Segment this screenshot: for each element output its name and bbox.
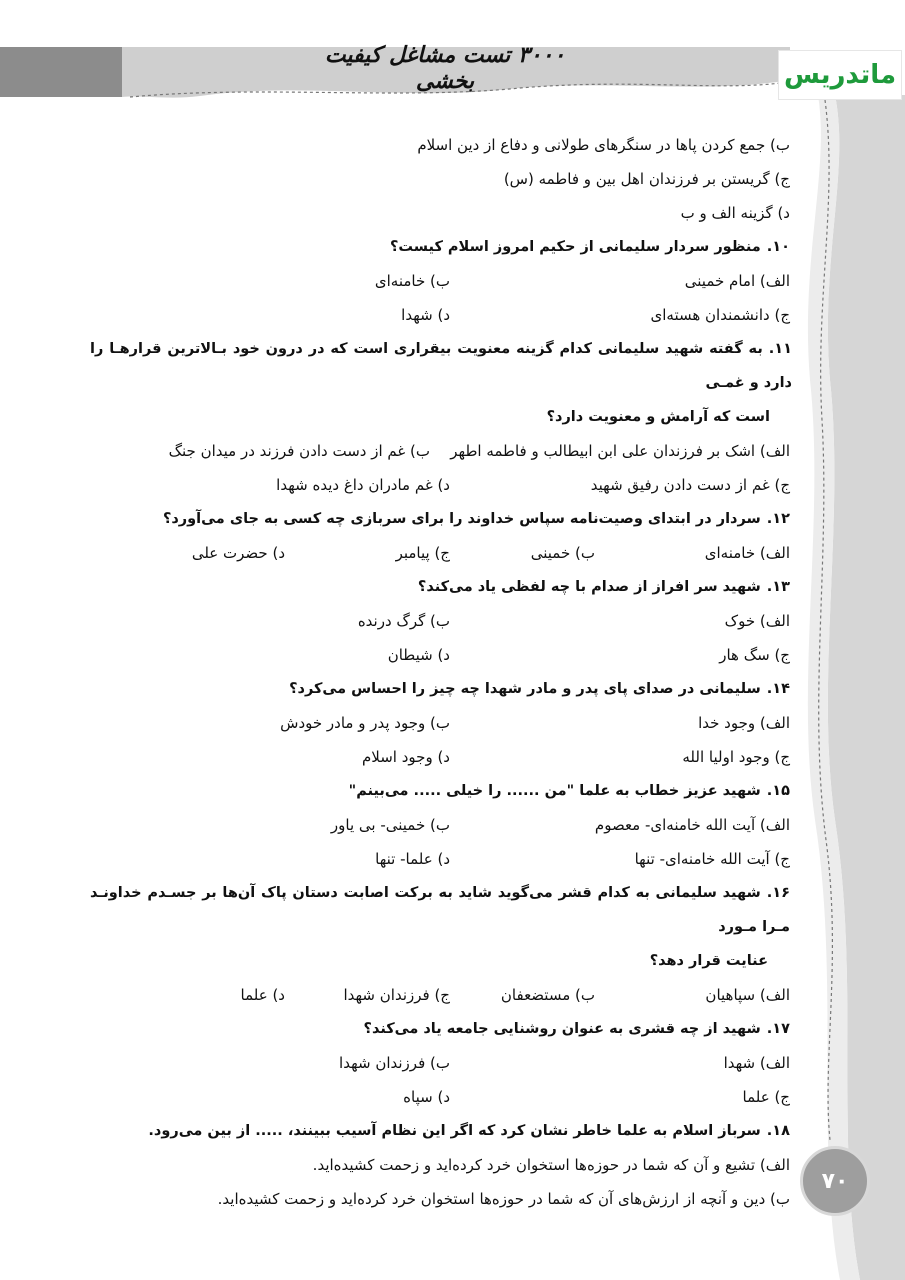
option-b: ب) غم از دست دادن فرزند در میدان جنگ bbox=[168, 442, 430, 460]
question-text: شهید سر افراز از صدام با چه لفظی یاد می‌کند؟ bbox=[417, 579, 761, 595]
question-number: ۱۰. bbox=[766, 239, 790, 255]
options-row bbox=[100, 536, 790, 570]
option-d: د) علما bbox=[240, 986, 285, 1004]
question-number: ۱۴. bbox=[766, 681, 790, 697]
question-text: شهید سلیمانی به کدام قشر می‌گوید شاید به برکت اصابت دستان پاک آن‌ها بر جسـدم خداونـد مـرا مـورد bbox=[90, 885, 790, 935]
question-number: ۱۳. bbox=[766, 579, 790, 595]
page-number bbox=[800, 1146, 870, 1216]
question-number: ۱۱. bbox=[768, 341, 792, 357]
question-18 bbox=[100, 1114, 790, 1148]
option-b: ب) خمینی- بی یاور bbox=[330, 816, 450, 834]
question-text: شهید از چه قشری به عنوان روشنایی جامعه یاد می‌کند؟ bbox=[363, 1021, 761, 1037]
option-a: الف) امام خمینی bbox=[684, 272, 790, 290]
options-row bbox=[100, 1080, 790, 1114]
option-a: الف) وجود خدا bbox=[698, 714, 790, 732]
question-text-continued: است که آرامش و معنویت دارد؟ bbox=[546, 409, 770, 425]
option-d: د) سپاه bbox=[403, 1088, 450, 1106]
question-13 bbox=[100, 570, 790, 604]
option-b: ب) وجود پدر و مادر خودش bbox=[280, 714, 450, 732]
options-row bbox=[100, 1046, 790, 1080]
option-a: الف) اشک بر فرزندان علی ابن ابیطالب و فاطمه اطهر bbox=[450, 442, 790, 460]
question-12 bbox=[100, 502, 790, 536]
question-16 bbox=[90, 876, 790, 978]
question-list bbox=[90, 128, 792, 1216]
option-a: الف) آیت الله خامنه‌ای- معصوم bbox=[594, 816, 790, 834]
option-b: ب) گرگ درنده bbox=[357, 612, 450, 630]
question-number: ۱۷. bbox=[766, 1021, 790, 1037]
option-c: ج) سگ هار bbox=[719, 646, 790, 664]
question-text: شهید عزیز خطاب به علما "من ...... را خیلی ..... می‌بینم" bbox=[348, 783, 761, 799]
option-c: ج) دانشمندان هسته‌ای bbox=[650, 306, 790, 324]
option-c: ج) فرزندان شهدا bbox=[343, 986, 450, 1004]
question-11 bbox=[90, 332, 792, 434]
option-c: ج) آیت الله خامنه‌ای- تنها bbox=[634, 850, 790, 868]
options-row bbox=[100, 468, 790, 502]
option-b: ب) خامنه‌ای bbox=[374, 272, 450, 290]
option-a: الف) خامنه‌ای bbox=[704, 544, 790, 562]
options-row bbox=[100, 808, 790, 842]
options-row bbox=[100, 842, 790, 876]
question-text: به گفته شهید سلیمانی کدام گزینه معنویت بیقراری است که در درون خود بـالاترین قرارهـا را دارد و غمـی bbox=[90, 341, 792, 391]
question-10 bbox=[100, 230, 790, 264]
question-15 bbox=[100, 774, 790, 808]
page-number-text: ۷۰ bbox=[821, 1168, 849, 1194]
option-b: ب) خمینی bbox=[530, 544, 595, 562]
option-a: الف) شهدا bbox=[723, 1054, 790, 1072]
option-c: ج) علما bbox=[742, 1088, 790, 1106]
brand-logo bbox=[778, 50, 902, 100]
question-text: سردار در ابتدای وصیت‌نامه سپاس خداوند را برای سربازی چه کسی به جای می‌آورد؟ bbox=[162, 511, 761, 527]
options-row bbox=[100, 978, 790, 1012]
question-14 bbox=[100, 672, 790, 706]
question-text-continued: عنایت قرار دهد؟ bbox=[649, 953, 768, 969]
option-b: ب) مستضعفان bbox=[500, 986, 595, 1004]
option-d: د) علما- تنها bbox=[375, 850, 450, 868]
options-row bbox=[100, 298, 790, 332]
prev-option-c: ج) گریستن بر فرزندان اهل بین و فاطمه (س) bbox=[503, 170, 790, 188]
prev-option-b: ب) جمع کردن پاها در سنگرهای طولانی و دفاع از دین اسلام bbox=[417, 136, 790, 154]
options-row bbox=[100, 706, 790, 740]
options-row bbox=[100, 264, 790, 298]
question-17 bbox=[100, 1012, 790, 1046]
option-c: ج) وجود اولیا الله bbox=[682, 748, 790, 766]
options-row bbox=[100, 740, 790, 774]
option-d: د) وجود اسلام bbox=[362, 748, 450, 766]
option-d: د) شهدا bbox=[401, 306, 450, 324]
option-c: ج) غم از دست دادن رفیق شهید bbox=[590, 476, 790, 494]
option-d: د) غم مادران داغ دیده شهدا bbox=[276, 476, 450, 494]
question-text: سلیمانی در صدای پای پدر و مادر شهدا چه چیز را احساس می‌کرد؟ bbox=[289, 681, 761, 697]
question-number: ۱۶. bbox=[766, 885, 790, 901]
header-grey-block bbox=[0, 47, 122, 97]
options-row bbox=[40, 434, 790, 468]
option-c: ج) پیامبر bbox=[395, 544, 450, 562]
option-a: الف) خوک bbox=[724, 612, 790, 630]
question-number: ۱۸. bbox=[766, 1123, 790, 1139]
header-title: ۳۰۰۰ تست مشاغل کیفیت بخشی bbox=[324, 42, 566, 94]
option-b: ب) فرزندان شهدا bbox=[339, 1054, 450, 1072]
question-text: منظور سردار سلیمانی از حکیم امروز اسلام کیست؟ bbox=[390, 239, 761, 255]
option-b: ب) دین و آنچه از ارزش‌های آن که شما در حوزه‌ها استخوان خرد کرده‌اید و زحمت کشیده‌اید. bbox=[217, 1190, 790, 1208]
option-a: الف) تشیع و آن که شما در حوزه‌ها استخوان خرد کرده‌اید و زحمت کشیده‌اید. bbox=[312, 1156, 790, 1174]
brand-logo-text: ماتدریس bbox=[783, 60, 897, 90]
question-number: ۱۲. bbox=[766, 511, 790, 527]
question-number: ۱۵. bbox=[766, 783, 790, 799]
options-row bbox=[100, 638, 790, 672]
prev-option-d: د) گزینه الف و ب bbox=[680, 204, 790, 222]
option-a: الف) سپاهیان bbox=[705, 986, 790, 1004]
option-d: د) شیطان bbox=[387, 646, 450, 664]
options-row bbox=[100, 604, 790, 638]
question-text: سرباز اسلام به علما خاطر نشان کرد که اگر این نظام آسیب ببینند، ..... از بین می‌رود. bbox=[148, 1123, 761, 1139]
option-d: د) حضرت علی bbox=[191, 544, 285, 562]
